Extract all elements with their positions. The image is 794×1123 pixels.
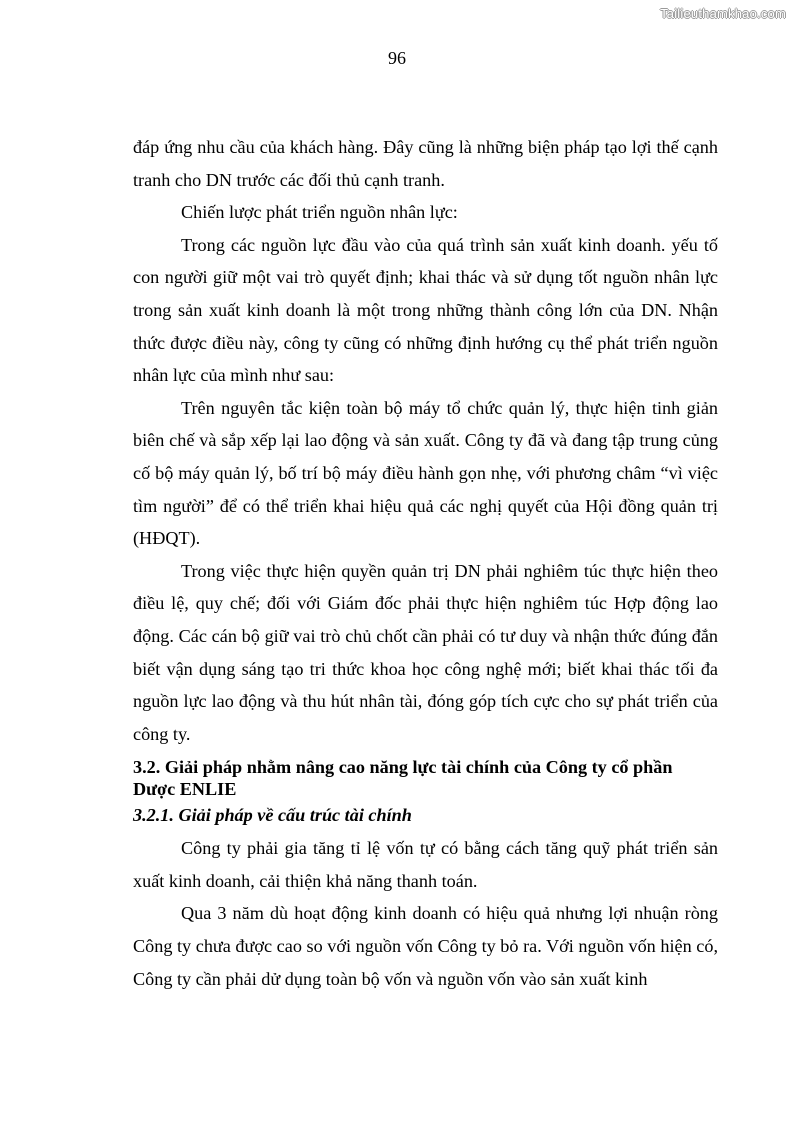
paragraph: Chiến lược phát triển nguồn nhân lực:: [181, 202, 458, 223]
watermark: Tailieuthamkhao.com: [660, 6, 786, 21]
paragraph: Qua 3 năm dù hoạt động kinh doanh có hiệu quả nhưng lợi nhuận ròng Công ty chưa được cao so với nguồn vốn Công ty bỏ ra. Với nguồn vốn hiện có, Công ty cần phải dử dụng toàn bộ vốn và nguồn vốn vào sản xuất kinh: [133, 903, 718, 989]
page-number: 96: [388, 48, 406, 68]
paragraph: Trong việc thực hiện quyền quản trị DN phải nghiêm túc thực hiện theo điều lệ, quy chế; đối với Giám đốc phải thực hiện nghiêm túc Hợp động lao động. Các cán bộ giữ vai trò chủ chốt cần phải có tư duy và nhận thức đúng đắn biết vận dụng sáng tạo tri thức khoa học công nghệ mới; biết khai thác tối đa nguồn lực lao động và thu hút nhân tài, đóng góp tích cực cho sự phát triển của công ty.: [133, 560, 718, 744]
paragraph: đáp ứng nhu cầu của khách hàng. Đây cũng là những biện pháp tạo lợi thế cạnh tranh cho DN trước các đối thủ cạnh tranh.: [133, 137, 718, 190]
paragraph: Trong các nguồn lực đầu vào của quá trình sản xuất kinh doanh. yếu tố con người giữ một vai trò quyết định; khai thác và sử dụng tốt nguồn nhân lực trong sản xuất kinh doanh là một trong những thành công lớn của DN. Nhận thức được điều này, công ty cũng có những định hướng cụ thể phát triển nguồn nhân lực của mình như sau:: [133, 234, 718, 386]
document-body: [133, 131, 718, 995]
paragraph: Trên nguyên tắc kiện toàn bộ máy tổ chức quản lý, thực hiện tinh giản biên chế và sắp xếp lại lao động và sản xuất. Công ty đã và đang tập trung củng cố bộ máy quản lý, bố trí bộ máy điều hành gọn nhẹ, với phương châm “vì việc tìm người” để có thể triển khai hiệu quả các nghị quyết của Hội đồng quản trị (HĐQT).: [133, 397, 718, 549]
subsection-heading: 3.2.1. Giải pháp về cấu trúc tài chính: [133, 805, 412, 826]
section-heading: 3.2. Giải pháp nhằm nâng cao năng lực tài chính của Công ty cổ phần Dược ENLIE: [133, 757, 673, 800]
paragraph: Công ty phải gia tăng tỉ lệ vốn tự có bằng cách tăng quỹ phát triển sản xuất kinh doanh, cải thiện khả năng thanh toán.: [133, 838, 718, 891]
